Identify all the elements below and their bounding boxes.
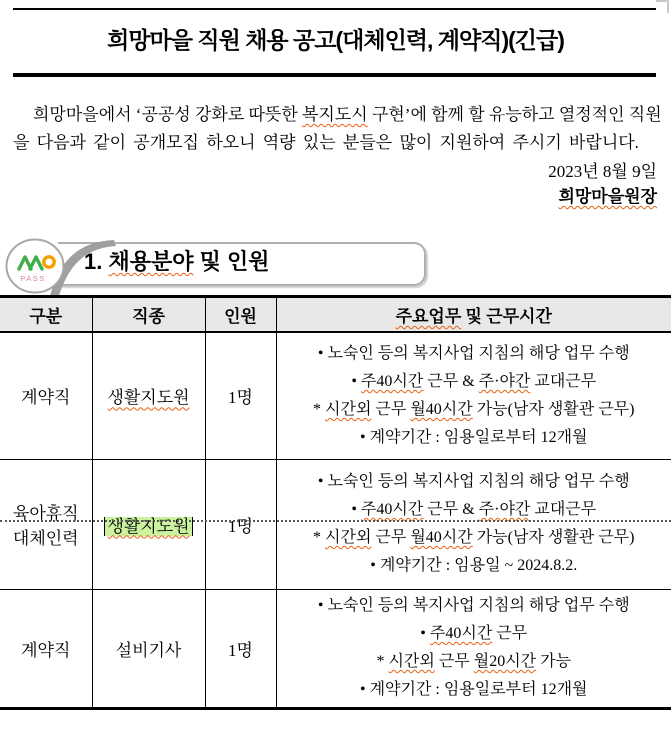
section-title: 1. 채용분야 및 인원	[84, 249, 270, 274]
duty-line: • 주40시간 근무 & 주·야간 교대근무	[351, 501, 597, 518]
category-cell: 계약직	[0, 589, 92, 708]
pass-label: PASS	[20, 274, 46, 283]
intro-paragraph-line2: 을 다음과 같이 공개모집 하오니 역량 있는 분들은 많이 지원하여 주시기 바랍니다.	[13, 133, 639, 152]
duty-line: • 노숙인 등의 복지사업 지침의 해당 업무 수행	[317, 473, 630, 490]
category-cell: 육아휴직 대체인력	[0, 459, 92, 589]
position-cell	[92, 459, 205, 589]
intro-paragraph-line1: 희망마을에서 ‘공공성 강화로 따뜻한 복지도시 구현’에 함께 할 유능하고 열정적인 직원	[33, 105, 662, 124]
top-rule	[13, 8, 656, 10]
duty-line: * 시간외 근무 월20시간 가능	[376, 653, 572, 670]
duty-line: * 시간외 근무 월40시간 가능(남자 생활관 근무)	[313, 529, 635, 546]
page-corner-mark	[667, 0, 669, 13]
title-rule	[13, 73, 656, 77]
header-count: 인원	[205, 297, 276, 333]
count-cell: 1명	[205, 332, 276, 459]
header-duties: 주요업무 및 근무시간	[276, 297, 671, 333]
duties-cell	[276, 589, 671, 708]
table-row	[0, 332, 671, 459]
duty-line: • 노숙인 등의 복지사업 지침의 해당 업무 수행	[317, 597, 630, 614]
duty-line: • 주40시간 근무	[420, 625, 528, 642]
duties-cell	[276, 459, 671, 589]
duty-line: • 주40시간 근무 & 주·야간 교대근무	[351, 372, 597, 390]
count-cell: 1명	[205, 589, 276, 708]
page-break-dotted-line	[0, 520, 671, 522]
signer-name: 희망마을원장	[558, 187, 657, 206]
duty-line: • 계약기간 : 임용일 ~ 2024.8.2.	[370, 557, 578, 574]
duty-line: • 계약기간 : 임용일로부터 12개월	[359, 428, 588, 446]
recruitment-table	[0, 295, 671, 710]
announcement-date: 2023년 8월 9일	[548, 162, 657, 181]
logo-oval	[7, 240, 64, 293]
highlighted-position: 생활지도원	[104, 517, 192, 536]
table-row	[0, 589, 671, 708]
count-cell: 1명	[205, 459, 276, 589]
duty-line: • 계약기간 : 임용일로부터 12개월	[359, 681, 588, 698]
position-cell: 설비기사	[92, 589, 205, 708]
table-header-row	[0, 297, 671, 333]
position-cell: 생활지도원	[92, 332, 205, 459]
category-cell: 계약직	[0, 332, 92, 459]
table-row	[0, 459, 671, 589]
duties-cell	[276, 332, 671, 459]
duty-line: * 시간외 근무 월40시간 가능(남자 생활관 근무)	[313, 400, 635, 418]
header-category: 구분	[0, 297, 92, 333]
document-title: 희망마을 직원 채용 공고(대체인력, 계약직)(긴급)	[107, 27, 564, 53]
duty-line: • 노숙인 등의 복지사업 지침의 해당 업무 수행	[317, 344, 630, 362]
header-position: 직종	[92, 297, 205, 333]
